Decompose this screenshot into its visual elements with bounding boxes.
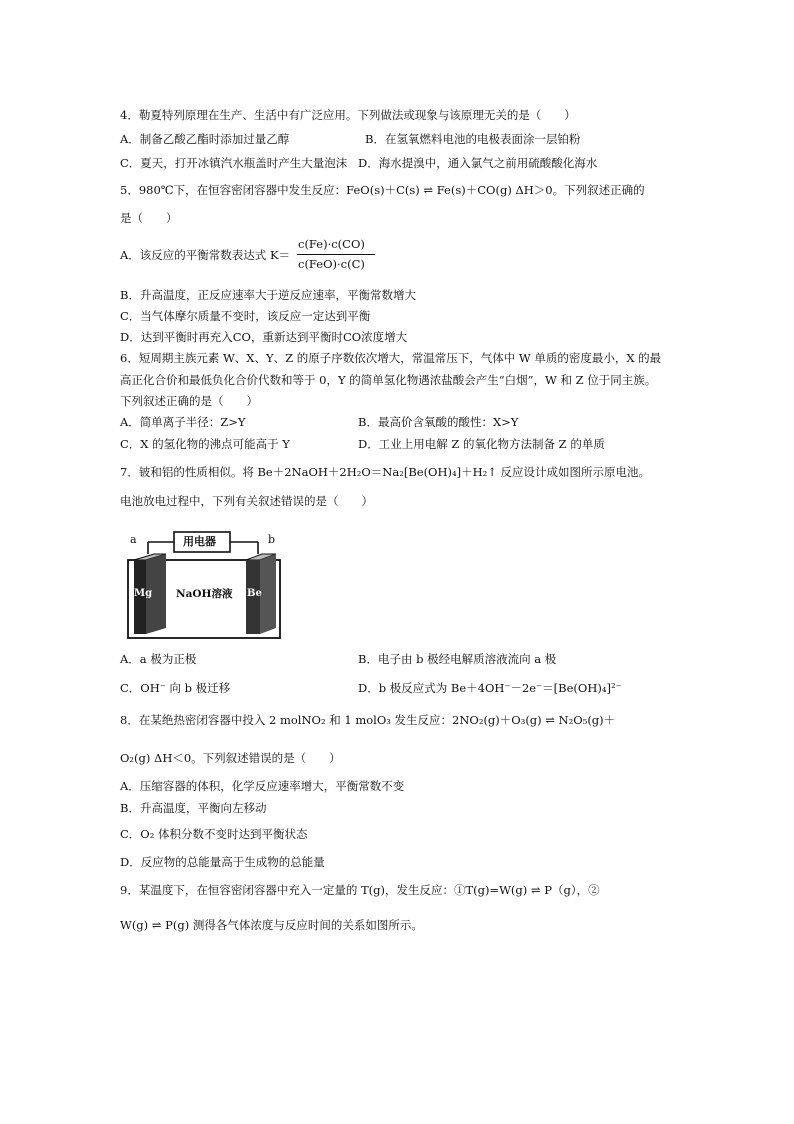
q4-option-c: C．夏天，打开冰镇汽水瓶盖时产生大量泡沫 <box>120 156 348 170</box>
galvanic-cell-figure <box>126 524 282 640</box>
q5-option-d: D．达到平衡时再充入CO，重新达到平衡时CO浓度增大 <box>120 330 408 344</box>
q4-stem: 4．勒夏特列原理在生产、生活中有广泛应用。下列做法或现象与该原理无关的是（ ） <box>120 108 576 122</box>
q5-k-fraction-bar <box>297 254 375 255</box>
q6-option-d: D．工业上用电解 Z 的氧化物方法制备 Z 的单质 <box>358 437 605 451</box>
q6-option-b: B．最高价含氧酸的酸性：X>Y <box>358 415 519 429</box>
q5-option-a-prefix: A．该反应的平衡常数表达式 K＝ <box>120 248 291 262</box>
q7-stem-1: 7．铍和铝的性质相似。将 Be＋2NaOH＋2H₂O＝Na₂[Be(OH)₄]＋H₂↑ 反应设计成如图所示原电池。 <box>120 465 651 479</box>
device-label: 用电器 <box>183 535 216 548</box>
q8-option-d: D．反应物的总能量高于生成物的总能量 <box>120 855 325 869</box>
q4-option-b: B．在氢氧燃料电池的电极表面涂一层铂粉 <box>365 132 581 146</box>
q7-option-b: B．电子由 b 极经电解质溶液流向 a 极 <box>358 652 557 666</box>
q6-stem-1: 6．短周期主族元素 W、X、Y、Z 的原子序数依次增大，常温常压下，气体中 W 单质的密度最小，X 的最 <box>120 351 662 365</box>
label-be: Be <box>247 588 262 599</box>
q8-option-b: B．升高温度，平衡向左移动 <box>120 801 267 815</box>
label-b: b <box>268 533 276 546</box>
q4-option-d: D．海水提溴中，通入氯气之前用硫酸酸化海水 <box>358 156 598 170</box>
q5-stem-cont: 是（ ） <box>120 211 178 225</box>
q6-stem-2: 高正化合价和最低负化合价代数和等于 0，Y 的简单氢化物遇浓盐酸会产生“白烟”，W 和 Z 位于同主族。 <box>120 373 657 387</box>
q5-option-c: C．当气体摩尔质量不变时，该反应一定达到平衡 <box>120 309 371 323</box>
q5-k-numerator: c(Fe)·c(CO) <box>298 237 365 251</box>
q8-stem-1: 8．在某绝热密闭容器中投入 2 molNO₂ 和 1 molO₃ 发生反应：2NO₂(g)＋O₃(g) ⇌ N₂O₅(g)＋ <box>120 713 616 727</box>
label-mg: Mg <box>134 588 153 599</box>
q7-option-d: D．b 极反应式为 Be＋4OH⁻－2e⁻＝[Be(OH)₄]²⁻ <box>358 681 622 695</box>
q8-stem-2: O₂(g) ΔH＜0。下列叙述错误的是（ ） <box>120 751 341 765</box>
q6-stem-3: 下列叙述正确的是（ ） <box>120 394 258 408</box>
q6-option-a: A．简单离子半径：Z>Y <box>120 415 246 429</box>
q7-stem-2: 电池放电过程中，下列有关叙述错误的是（ ） <box>120 494 373 508</box>
q5-k-denominator: c(FeO)·c(C) <box>298 257 365 271</box>
q5-stem: 5．980℃下，在恒容密闭容器中发生反应：FeO(s)＋C(s) ⇌ Fe(s)＋CO(g) ΔH＞0。下列叙述正确的 <box>120 183 645 197</box>
q7-option-c: C．OH⁻ 向 b 极迁移 <box>120 681 231 695</box>
q8-option-c: C．O₂ 体积分数不变时达到平衡状态 <box>120 827 308 841</box>
q5-option-b: B．升高温度，正反应速率大于逆反应速率，平衡常数增大 <box>120 288 416 302</box>
q6-option-c: C．X 的氢化物的沸点可能高于 Y <box>120 437 290 451</box>
q9-stem-1: 9．某温度下，在恒容密闭容器中充入一定量的 T(g)，发生反应：①T(g)=W(g) ⇌ P（g），② <box>120 883 600 897</box>
q4-option-a: A．制备乙酸乙酯时添加过量乙醇 <box>120 132 290 146</box>
label-solution: NaOH溶液 <box>176 588 233 600</box>
q7-option-a: A．a 极为正极 <box>120 652 197 666</box>
q8-option-a: A．压缩容器的体积，化学反应速率增大，平衡常数不变 <box>120 779 405 793</box>
label-a: a <box>130 533 137 546</box>
q9-stem-2: W(g) ⇌ P(g) 测得各气体浓度与反应时间的关系如图所示。 <box>120 918 423 932</box>
